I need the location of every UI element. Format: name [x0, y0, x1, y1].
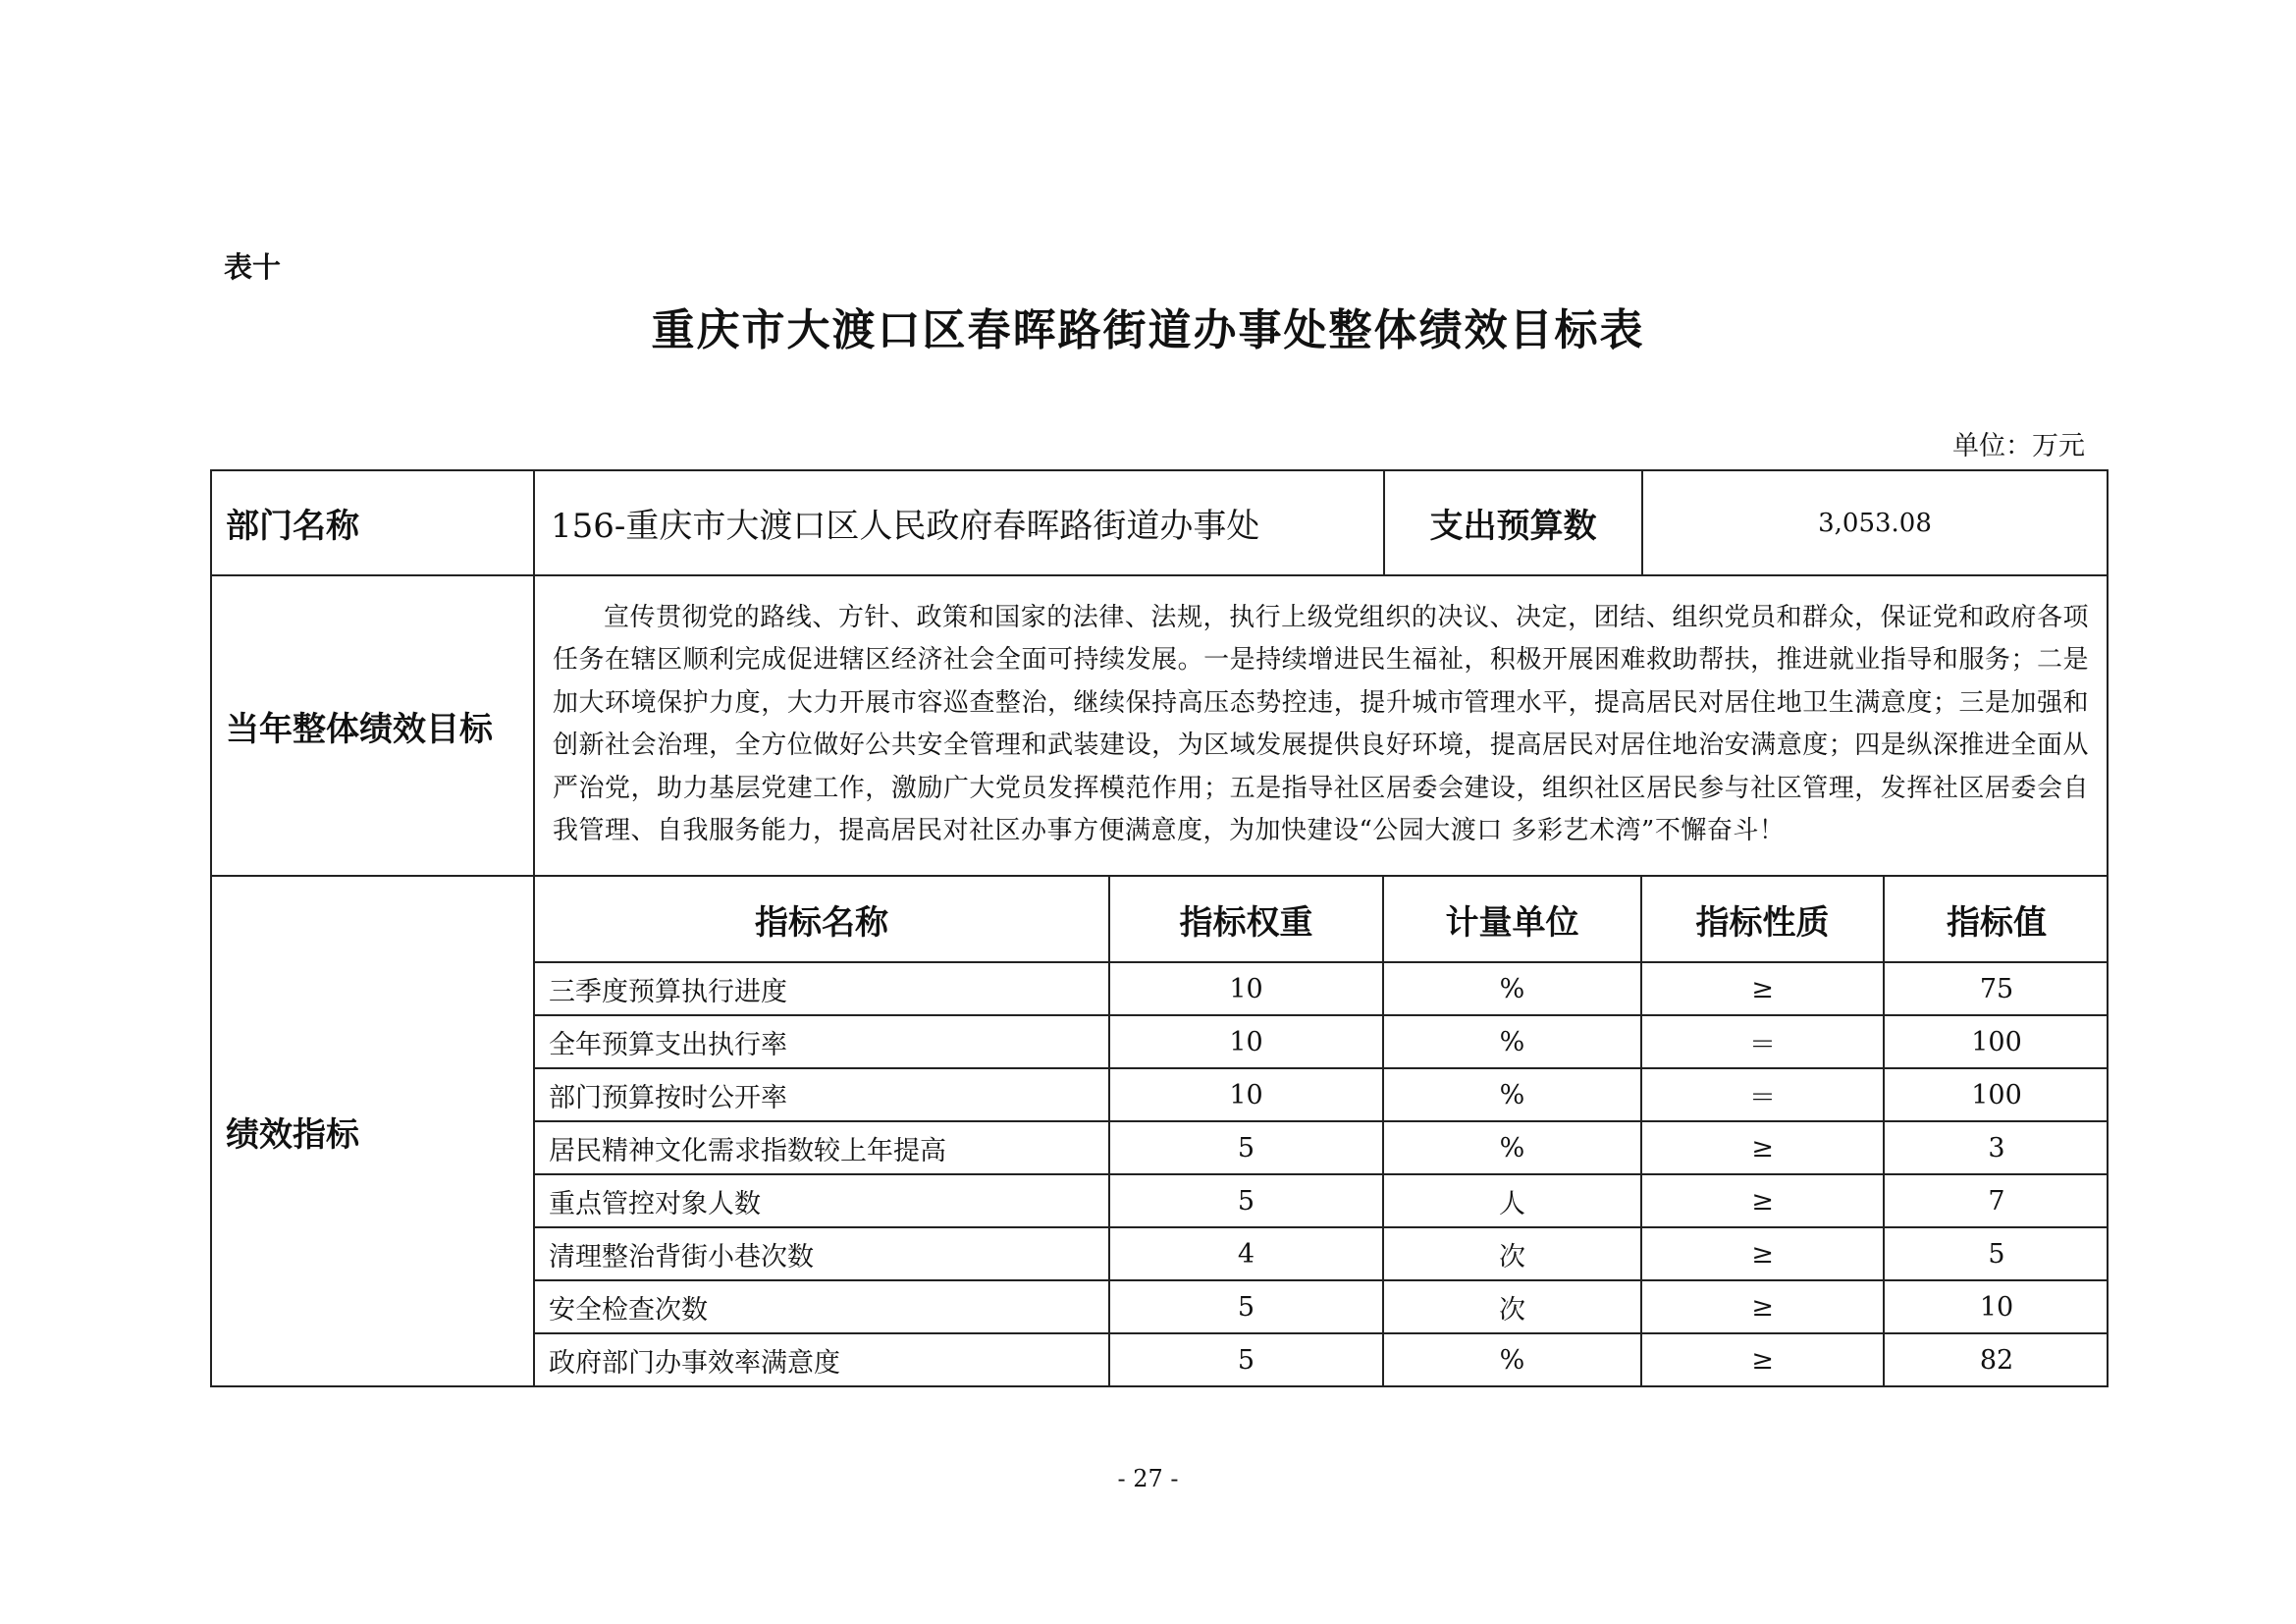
page-number: - 27 - [1117, 1465, 1179, 1492]
indicator-value: 3 [1884, 1121, 2109, 1174]
indicator-weight: 10 [1109, 1068, 1383, 1121]
page-title: 重庆市大渡口区春晖路街道办事处整体绩效目标表 [651, 305, 1645, 355]
indicator-weight: 10 [1109, 1015, 1383, 1068]
department-row [211, 470, 2108, 575]
annual-goal-label: 当年整体绩效目标 [211, 575, 534, 876]
indicator-value: 10 [1884, 1280, 2109, 1333]
indicator-unit: % [1383, 1068, 1641, 1121]
indicator-weight: 5 [1109, 1333, 1383, 1385]
indicator-name: 部门预算按时公开率 [535, 1068, 1109, 1121]
table-row [535, 1015, 2109, 1068]
table-number-label: 表十 [224, 250, 282, 284]
department-name-value: 156-重庆市大渡口区人民政府春晖路街道办事处 [534, 470, 1384, 575]
budget-value: 3,053.08 [1642, 470, 2108, 575]
indicator-weight: 5 [1109, 1280, 1383, 1333]
indicator-operator: ≥ [1641, 962, 1884, 1015]
department-name-label: 部门名称 [211, 470, 534, 575]
indicator-operator: ＝ [1641, 1068, 1884, 1121]
table-row [535, 1174, 2109, 1227]
indicator-unit: % [1383, 1333, 1641, 1385]
indicator-unit: % [1383, 1121, 1641, 1174]
indicator-weight: 10 [1109, 962, 1383, 1015]
indicator-value: 82 [1884, 1333, 2109, 1385]
indicators-row [211, 876, 2108, 1386]
indicator-weight: 4 [1109, 1227, 1383, 1280]
column-header: 指标值 [1884, 877, 2109, 962]
indicator-unit: 次 [1383, 1227, 1641, 1280]
table-row [535, 1280, 2109, 1333]
indicator-value: 75 [1884, 962, 2109, 1015]
indicator-operator: ≥ [1641, 1227, 1884, 1280]
indicator-value: 100 [1884, 1068, 2109, 1121]
table-row [535, 1333, 2109, 1385]
indicator-operator: ≥ [1641, 1121, 1884, 1174]
unit-label: 单位：万元 [1952, 431, 2085, 461]
indicator-unit: 次 [1383, 1280, 1641, 1333]
indicator-value: 7 [1884, 1174, 2109, 1227]
performance-target-table [210, 469, 2109, 1387]
table-row [535, 1068, 2109, 1121]
annual-goal-row [211, 575, 2108, 876]
indicator-name: 安全检查次数 [535, 1280, 1109, 1333]
indicator-weight: 5 [1109, 1174, 1383, 1227]
indicator-name: 清理整治背街小巷次数 [535, 1227, 1109, 1280]
annual-goal-text: 宣传贯彻党的路线、方针、政策和国家的法律、法规，执行上级党组织的决议、决定，团结、组织党员和群众，保证党和政府各项任务在辖区顺利完成促进辖区经济社会全面可持续发展。一是持续增进民生福祉，积极开展困难救助帮扶，推进就业指导和服务；二是加大环境保护力度，大力开展市容巡查整治，继续保持高压态势控违，提升城市管理水平，提高居民对居住地卫生满意度；三是加强和创新社会治理，全方位做好公共安全管理和武装建设，为区域发展提供良好环境，提高居民对居住地治安满意度；四是纵深推进全面从严治党，助力基层党建工作，激励广大党员发挥模范作用；五是指导社区居委会建设，组织社区居民参与社区管理，发挥社区居委会自我管理、自我服务能力，提高居民对社区办事方便满意度，为加快建设“公园大渡口 多彩艺术湾”不懈奋斗！ [534, 575, 2108, 876]
indicators-label: 绩效指标 [211, 876, 534, 1386]
column-header: 计量单位 [1383, 877, 1641, 962]
indicator-name: 居民精神文化需求指数较上年提高 [535, 1121, 1109, 1174]
indicators-cell [534, 876, 2108, 1386]
indicator-value: 100 [1884, 1015, 2109, 1068]
indicator-unit: % [1383, 962, 1641, 1015]
indicator-unit: 人 [1383, 1174, 1641, 1227]
column-header: 指标名称 [535, 877, 1109, 962]
indicator-operator: ≥ [1641, 1174, 1884, 1227]
budget-label: 支出预算数 [1384, 470, 1642, 575]
indicator-operator: ≥ [1641, 1333, 1884, 1385]
column-header: 指标性质 [1641, 877, 1884, 962]
indicator-weight: 5 [1109, 1121, 1383, 1174]
indicator-name: 三季度预算执行进度 [535, 962, 1109, 1015]
table-row [535, 1121, 2109, 1174]
table-row [535, 962, 2109, 1015]
indicator-name: 政府部门办事效率满意度 [535, 1333, 1109, 1385]
indicator-name: 全年预算支出执行率 [535, 1015, 1109, 1068]
indicators-table [535, 877, 2109, 1385]
indicator-value: 5 [1884, 1227, 2109, 1280]
indicator-name: 重点管控对象人数 [535, 1174, 1109, 1227]
column-header: 指标权重 [1109, 877, 1383, 962]
indicator-operator: ＝ [1641, 1015, 1884, 1068]
table-row [535, 1227, 2109, 1280]
indicator-unit: % [1383, 1015, 1641, 1068]
indicators-header-row [535, 877, 2109, 962]
indicator-operator: ≥ [1641, 1280, 1884, 1333]
